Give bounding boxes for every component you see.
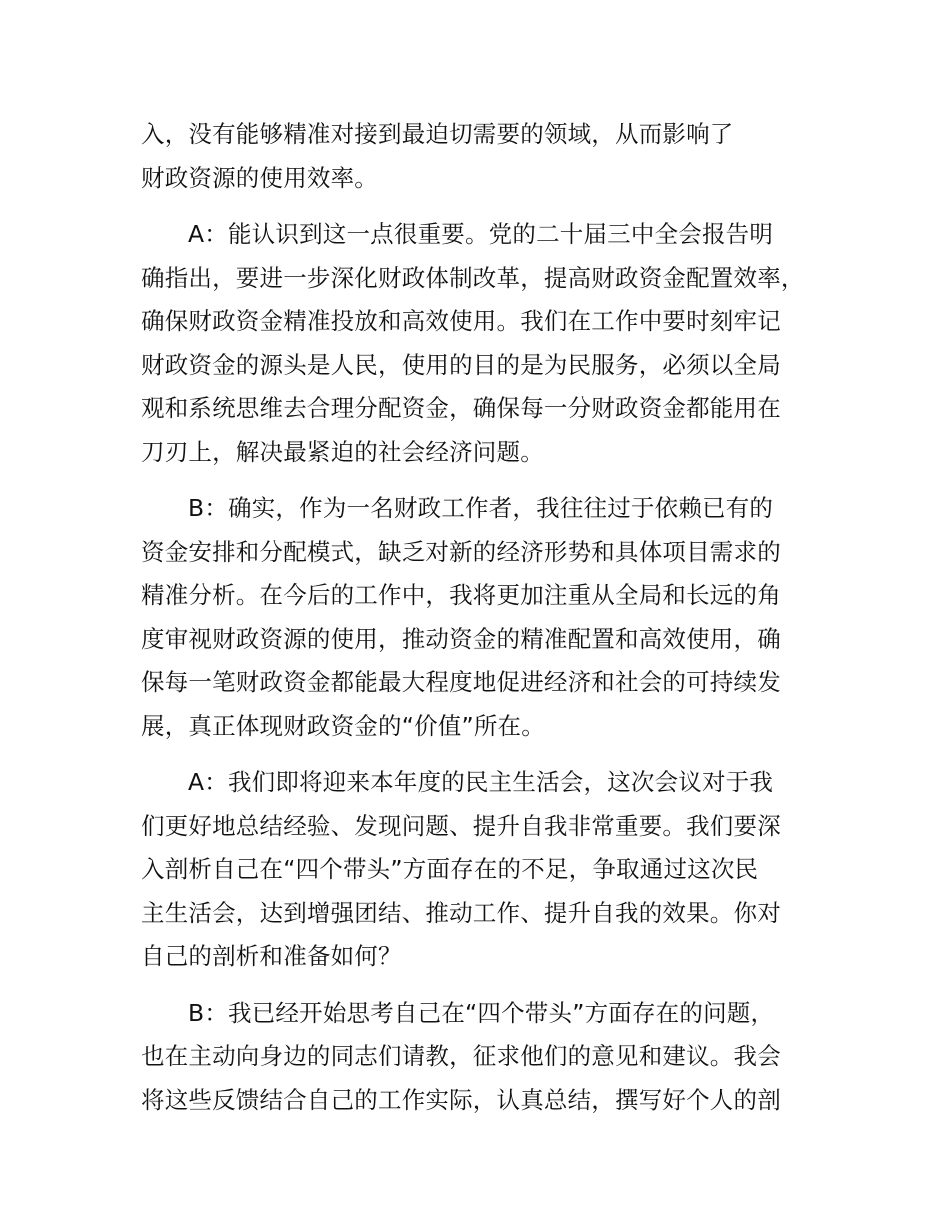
text-line: 展，真正体现财政资金的“价值”所在。 xyxy=(141,711,545,740)
text-line: 入剖析自己在“四个带头”方面存在的不足，争取通过这次民 xyxy=(141,855,759,883)
text-line: A：能认识到这一点很重要。党的二十届三中全会报告明 xyxy=(188,220,774,248)
document-body xyxy=(141,113,831,1135)
text-line: 财政资金的源头是人民，使用的目的是为民服务，必须以全局 xyxy=(141,350,781,379)
text-line: 刀刃上，解决最紧迫的社会经济问题。 xyxy=(141,437,544,466)
paragraph-2 xyxy=(141,213,831,474)
text-line: B：我已经开始思考自己在“四个带头”方面存在的问题， xyxy=(188,998,775,1027)
text-line: 自己的剖析和准备如何？ xyxy=(141,942,402,970)
text-line: 确指出，要进一步深化财政体制改革，提高财政资金配置效率， xyxy=(141,263,805,292)
text-line: 观和系统思维去合理分配资金，确保每一分财政资金都能用在 xyxy=(141,394,781,422)
text-line: 主生活会，达到增强团结、推动工作、提升自我的效果。你对 xyxy=(141,898,781,927)
text-line: 度审视财政资源的使用，推动资金的精准配置和高效使用，确 xyxy=(141,624,781,653)
text-line: B：确实，作为一名财政工作者，我往往过于依赖已有的 xyxy=(188,494,774,522)
text-line: 也在主动向身边的同志们请教，征求他们的意见和建议。我会 xyxy=(141,1042,781,1070)
paragraph-5 xyxy=(141,992,831,1123)
text-line: 将这些反馈结合自己的工作实际，认真总结，撰写好个人的剖 xyxy=(141,1085,781,1114)
text-line: 们更好地总结经验、发现问题、提升自我非常重要。我们要深 xyxy=(141,811,781,840)
text-line: 确保财政资金精准投放和高效使用。我们在工作中要时刻牢记 xyxy=(141,307,781,335)
text-line: 入，没有能够精准对接到最迫切需要的领域，从而影响了 xyxy=(141,120,734,148)
paragraph-1 xyxy=(141,113,831,200)
text-line: 保每一笔财政资金都能最大程度地促进经济和社会的可持续发 xyxy=(141,668,781,696)
text-line: 资金安排和分配模式，缺乏对新的经济形势和具体项目需求的 xyxy=(141,537,781,566)
text-line: A：我们即将迎来本年度的民主生活会，这次会议对于我 xyxy=(188,768,774,796)
paragraph-4 xyxy=(141,761,831,979)
text-line: 财政资源的使用效率。 xyxy=(141,163,378,192)
paragraph-3 xyxy=(141,487,831,748)
text-line: 精准分析。在今后的工作中，我将更加注重从全局和长远的角 xyxy=(141,581,781,609)
